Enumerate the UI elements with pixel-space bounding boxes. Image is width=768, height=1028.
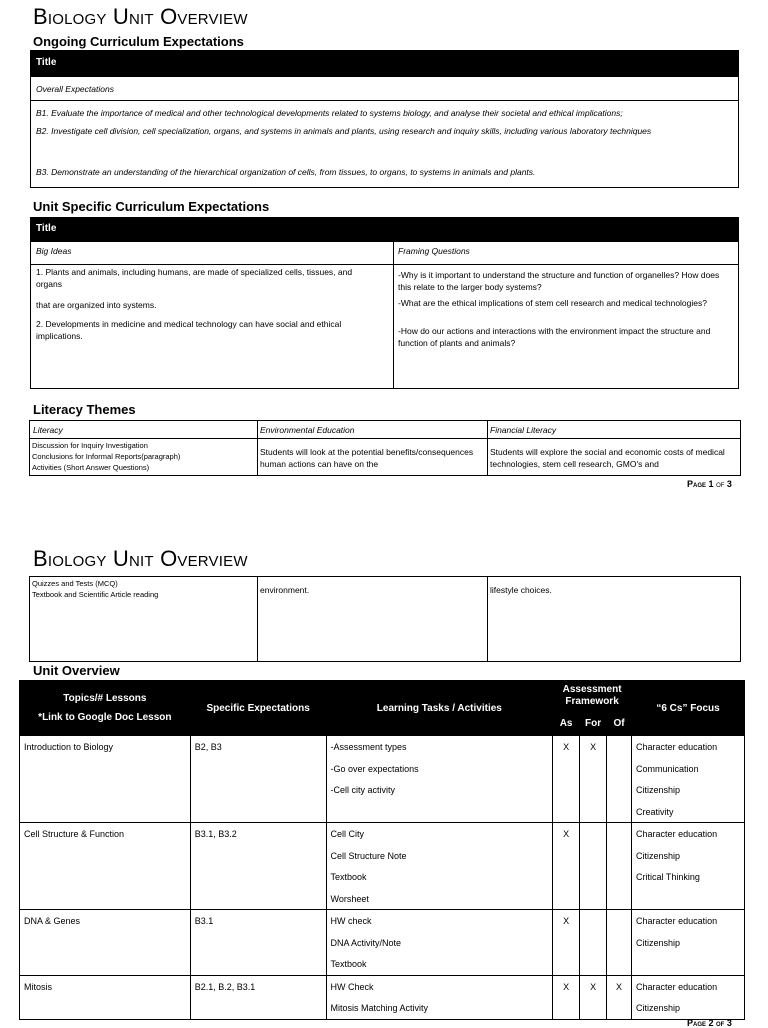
financial-text: Students will explore the social and economic costs of medical technologies, stem cell research, GMO's and — [490, 447, 725, 469]
cs-cell-item: Creativity — [636, 806, 674, 817]
tasks-cell-item: Cell Structure Note — [330, 850, 407, 861]
environmental-text: Students will look at the potential benefits/consequences human actions can have on the — [260, 447, 474, 469]
topics-header-line2: *Link to Google Doc Lesson — [38, 712, 172, 723]
ongoing-expectations-heading: Ongoing Curriculum Expectations — [33, 34, 244, 49]
financial-col-label: Financial Literacy — [490, 425, 557, 435]
literacy-header-rule — [30, 438, 740, 439]
of-cell — [607, 823, 632, 910]
table-row — [20, 910, 745, 976]
unit-specific-header-rule — [31, 264, 738, 265]
topics-header-line1: Topics/# Lessons — [63, 693, 147, 704]
topic-cell-text: Mitosis — [24, 981, 53, 992]
unit-specific-heading: Unit Specific Curriculum Expectations — [33, 199, 270, 214]
literacy-continued-box — [29, 576, 741, 662]
for-cell — [580, 823, 607, 910]
of-cell — [607, 910, 632, 976]
cs-cell — [632, 736, 745, 823]
for-header: For — [580, 711, 607, 736]
specific-cell-text: B2.1, B.2, B3.1 — [194, 981, 256, 992]
tasks-cell-item: Textbook — [330, 959, 367, 969]
framing-questions-label: Framing Questions — [398, 246, 470, 256]
topics-header — [20, 681, 191, 736]
as-cell — [553, 823, 580, 910]
as-header: As — [553, 711, 580, 736]
big-ideas-label: Big Ideas — [36, 246, 72, 256]
tasks-cell — [326, 975, 553, 1019]
specific-cell-text: B3.1 — [194, 916, 214, 926]
cs-cell-item: Communication — [636, 763, 699, 774]
cs-cell — [632, 910, 745, 976]
financial-text-cont: lifestyle choices. — [490, 585, 552, 595]
as-cell — [553, 910, 580, 976]
specific-cell — [190, 910, 326, 976]
continued-divider-1 — [257, 577, 258, 662]
of-header: Of — [607, 711, 632, 736]
of-cell-text — [607, 910, 631, 911]
tasks-cell-item: DNA Activity/Note — [330, 937, 402, 948]
literacy-item: Discussion for Inquiry Investigation — [32, 441, 148, 450]
unit-specific-box — [30, 217, 739, 389]
table-row — [20, 736, 745, 823]
table-row — [20, 975, 745, 1019]
unit-overview-table — [19, 680, 745, 1020]
page-2-title: Biology Unit Overview — [33, 546, 248, 571]
for-cell-text — [580, 910, 606, 911]
cs-cell-item: Character education — [636, 916, 718, 926]
as-cell-text: X — [563, 829, 570, 839]
expectation-b1: B1. Evaluate the importance of medical and other technological developments related to systems biology, and analyse their societal and ethical implications; — [36, 108, 623, 118]
assessment-header: Assessment Framework — [553, 681, 632, 711]
page-current: 1 — [708, 479, 714, 489]
page-of: of — [716, 479, 725, 489]
specific-cell — [190, 736, 326, 823]
expectation-b3: B3. Demonstrate an understanding of the hierarchical organization of cells, from tissues, to organs, to systems in animals and plants. — [36, 167, 536, 177]
for-cell-text: X — [590, 981, 597, 992]
cs-cell-item: Citizenship — [636, 850, 681, 861]
topic-cell — [20, 975, 191, 1019]
cs-cell-item: Character education — [636, 742, 718, 752]
specific-header: Specific Expectations — [190, 681, 326, 736]
topic-cell-text: DNA & Genes — [24, 916, 81, 926]
tasks-cell — [326, 910, 553, 976]
page-2-number-fragment: Page 2 of 3 — [687, 1018, 732, 1028]
unit-overview-heading: Unit Overview — [33, 663, 120, 678]
topic-cell — [20, 910, 191, 976]
cs-focus-header: “6 Cs” Focus — [632, 681, 745, 736]
page-1-title: Biology Unit Overview — [33, 4, 248, 29]
topic-cell — [20, 736, 191, 823]
expectation-b2: B2. Investigate cell division, cell specialization, organs, and systems in animals and plants, using research and inquiry skills, including various laboratory techniques — [36, 126, 652, 136]
tasks-cell-item: -Go over expectations — [330, 763, 419, 774]
framing-question-2: -What are the ethical implications of stem cell research and medical technologies? — [398, 298, 707, 308]
framing-question-3: -How do our actions and interactions with the environment impact the structure and function of plants and animals? — [398, 326, 711, 348]
ongoing-expectations-box — [30, 50, 739, 188]
literacy-item: Textbook and Scientific Article reading — [32, 590, 159, 599]
of-cell — [607, 975, 632, 1019]
tasks-cell-item: -Cell city activity — [330, 785, 396, 795]
tasks-cell-item: HW check — [330, 916, 372, 926]
as-cell-text: X — [563, 916, 570, 926]
specific-cell — [190, 975, 326, 1019]
literacy-divider-1 — [257, 421, 258, 476]
unit-specific-title-bar: Title — [31, 218, 738, 242]
tasks-cell-item: Cell City — [330, 829, 365, 839]
cs-cell-item: Critical Thinking — [636, 872, 700, 882]
literacy-themes-heading: Literacy Themes — [33, 402, 136, 417]
topic-cell — [20, 823, 191, 910]
page-1-number — [687, 479, 732, 489]
cs-cell-item: Citizenship — [636, 785, 681, 795]
for-cell — [580, 736, 607, 823]
for-cell — [580, 975, 607, 1019]
continued-divider-2 — [487, 577, 488, 662]
of-cell-text: X — [616, 981, 623, 992]
literacy-divider-2 — [487, 421, 488, 476]
framing-question-1: -Why is it important to understand the structure and function of organelles? How does this relate to the larger body systems? — [398, 270, 720, 292]
topic-cell-text: Cell Structure & Function — [24, 829, 125, 839]
as-cell-text: X — [563, 981, 570, 992]
environmental-text-cont: environment. — [260, 585, 310, 595]
cs-cell — [632, 823, 745, 910]
tasks-cell-item: Worsheet — [330, 893, 369, 904]
tasks-cell-item: Mitosis Matching Activity — [330, 1003, 429, 1013]
cs-cell — [632, 975, 745, 1019]
tasks-cell-item: HW Check — [330, 981, 374, 992]
of-cell — [607, 736, 632, 823]
of-cell-text — [607, 736, 631, 737]
specific-cell-text: B3.1, B3.2 — [194, 829, 237, 839]
specific-cell — [190, 823, 326, 910]
literacy-col-label: Literacy — [33, 425, 63, 435]
literacy-item: Quizzes and Tests (MCQ) — [32, 579, 118, 588]
topic-cell-text: Introduction to Biology — [24, 742, 114, 752]
as-cell — [553, 736, 580, 823]
literacy-item: Conclusions for Informal Reports(paragraph) — [32, 452, 181, 461]
page-total: 3 — [726, 479, 732, 489]
for-cell-text — [580, 823, 606, 824]
of-cell-text — [607, 823, 631, 824]
environmental-col-label: Environmental Education — [260, 425, 355, 435]
ongoing-title-bar: Title — [31, 51, 738, 77]
cs-cell-item: Character education — [636, 829, 718, 839]
cs-cell-item: Citizenship — [636, 1003, 681, 1013]
big-idea-1-cont: that are organized into systems. — [36, 300, 157, 310]
for-cell-text: X — [590, 742, 597, 752]
tasks-header: Learning Tasks / Activities — [326, 681, 553, 736]
overall-expectations-label: Overall Expectations — [31, 77, 738, 101]
cs-cell-item: Character education — [636, 981, 718, 992]
big-idea-1: 1. Plants and animals, including humans, are made of specialized cells, tissues, and organs — [36, 267, 353, 289]
tasks-cell — [326, 823, 553, 910]
tasks-cell — [326, 736, 553, 823]
as-cell — [553, 975, 580, 1019]
tasks-cell-item: -Assessment types — [330, 742, 407, 752]
tasks-cell-item: Textbook — [330, 872, 367, 882]
big-idea-2: 2. Developments in medicine and medical technology can have social and ethical implications. — [36, 319, 342, 341]
table-row — [20, 823, 745, 910]
cs-cell-item: Citizenship — [636, 937, 681, 948]
for-cell — [580, 910, 607, 976]
literacy-themes-box — [29, 420, 741, 476]
page-label: Page — [687, 479, 707, 489]
literacy-item: Activities (Short Answer Questions) — [32, 463, 150, 472]
as-cell-text: X — [563, 742, 570, 752]
specific-cell-text: B2, B3 — [194, 742, 222, 752]
